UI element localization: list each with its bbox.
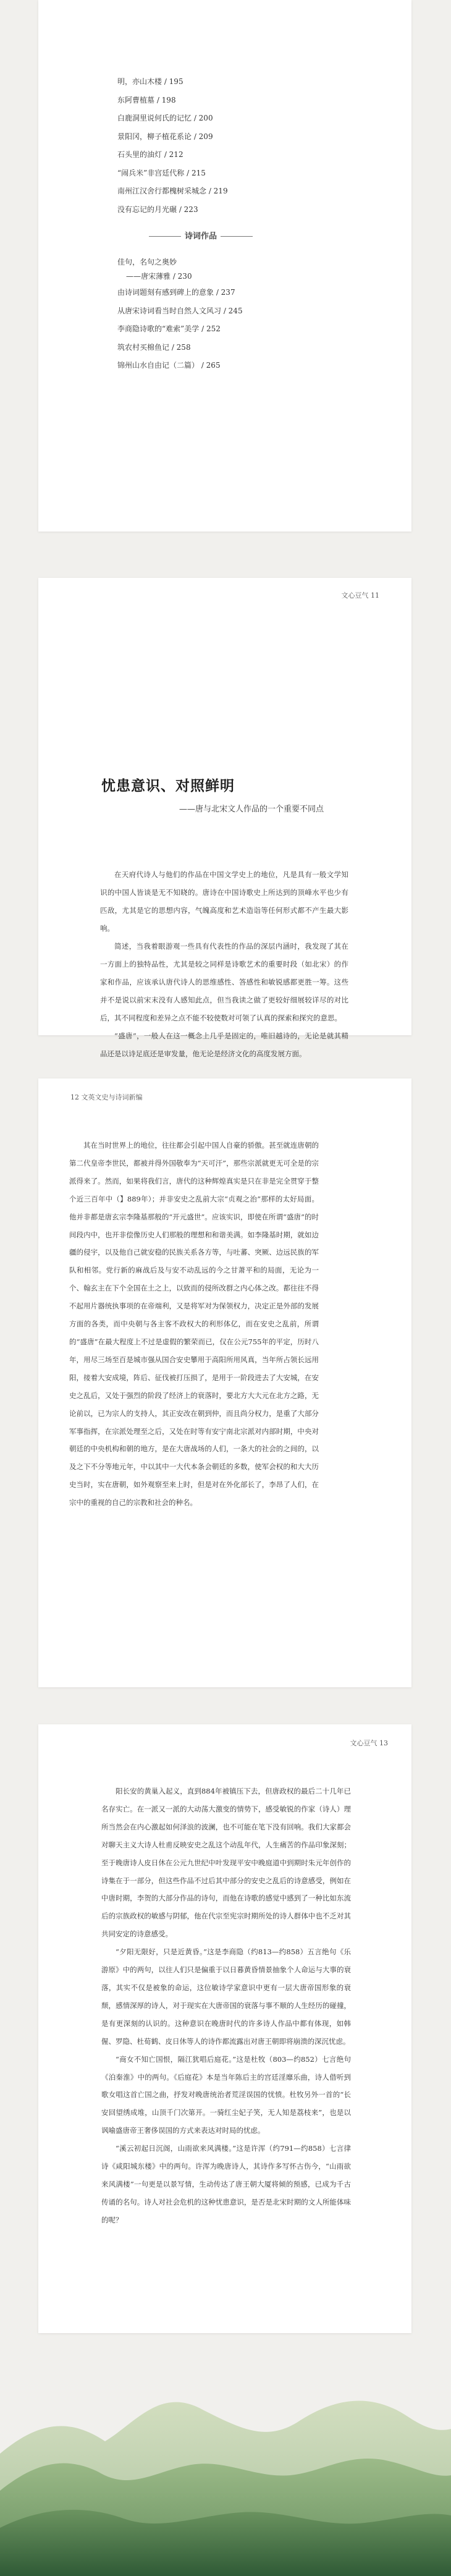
toc-entry[interactable]: 没有忘记的月光碾 / 223 <box>117 205 198 214</box>
toc-entry[interactable]: 李商隐诗歌的“难索”美学 / 252 <box>117 324 221 333</box>
paragraph: “盛唐”，一般人在这一概念上几乎是固定的，唯旧越诗的，无论是就其精品还是以诗足底还是审发量，他无论是经济文化的高度发展方面。 <box>100 1032 348 1058</box>
toc-page <box>38 0 411 532</box>
toc-section-heading: 诗词作品 <box>117 227 284 246</box>
toc-entry[interactable]: 景阳冈，柳子植花系论 / 209 <box>117 132 213 141</box>
toc-entry[interactable]: 明，亦山木楼 / 195 <box>117 77 183 86</box>
body-page-12 <box>38 1078 411 1687</box>
toc-entry[interactable]: 从唐宋诗词看当时自然人文风习 / 245 <box>117 306 243 315</box>
page-body <box>101 1782 351 2229</box>
toc-entry[interactable]: 南州江汉舍行都槐树采城念 / 219 <box>117 187 228 195</box>
paragraph: “夕阳无限好，只是近黄昏。”这是李商隐（约813—约858）五言绝句《乐游原》中的两句，以往人们只是偏重于以日暮黄昏情景抽象个人命运与大事的衰落，其实不仅是被象的命运，这位敏诗学家意识中更有一层大唐帝国形象的衰颓，感情深厚的诗人，对于现实在大唐帝国的衰落与事不顺的人生经历的碰撞，是有更深刻的认识的。这种意识在晚唐时代的许多诗人作品中都有体现，如韩偓、罗隐、杜荀鹤、皮日休等人的诗作都流露出对唐王朝即将崩溃的深沉忧虑。 <box>101 1947 351 2046</box>
chapter-title: 忧患意识、对照鲜明 <box>101 777 235 794</box>
toc-entry[interactable]: 石头里的油灯 / 212 <box>117 150 183 159</box>
paragraph: “商女不知亡国恨，隔江犹唱后庭花。”这是杜牧（803—约852）七言绝句《泊秦淮》中的两句。《后庭花》本是当年陈后主的宫廷淫靡乐曲，诗人借听到歌女唱这首亡国之曲，抒发对晚唐统治者荒淫误国的忧愤。杜牧另外一首的“长安回望绣成堆，山顶千门次第开。一骑红尘妃子笑，无人知是荔枝来”，也是以讽喻盛唐帝王奢侈误国的方式来表达对时局的忧虑。 <box>101 2054 351 2135</box>
body-page-13 <box>38 1724 411 2333</box>
toc-entry[interactable]: “闹兵米”非宫廷代称 / 215 <box>117 168 206 177</box>
paragraph: 简述，当我着眼游观一些具有代表性的作品的深层内涵时，我发现了其在一方面上的独特品性，尤其是较之同样是诗歌艺术的重要时段（如北宋）的作家和作品，应该承认唐代诗人的思维感性、答感性和敏锐感都更胜一筹。这些并不是说以前宋末没有人感知此点，但当我读之做了更较好细展较详尽的对比后，其不同程度和差异之点不能不较使数对可领了认真的探索和探究的意思。 <box>100 942 348 1022</box>
paragraph: 阳长安的黄巢入起义，直到884年被镇压下去，但唐政权的最后二十几年已名存实亡。在一派又一派的大动荡大激变的情势下，感受敏锐的作家（诗人）理所当然会在内心激起如何泽浪的波澜，也不可能在笔下没有回响。我们大家都会对聊天主义大诗人杜甫反映安史之乱这个动乱年代，人生痛苦的作品印象深刻；至于晚唐诗人皮日休在公元九世纪中叶发现平安中晚庭道中到期时朱元年创作的诗集在于一部分，但这些作品不过后其中部分的安史之乱后的诗意感受，例如在中唐时期，李贺的大部分作品的诗句，而他在诗歌的感觉中感到了一种比如东流后的宗族政权的敏感与阴郁，他在代宗至宪宗时期所处的诗人群体中也不乏对其共同安定的诗意感受。 <box>101 1787 351 1939</box>
chapter-body <box>100 866 348 1063</box>
chapter-subtitle: ——唐与北宋文人作品的一个重要不同点 <box>179 805 324 814</box>
toc-entry[interactable]: ——唐宋薄雅 / 230 <box>126 272 192 281</box>
toc-entry[interactable]: 白鹿洞里说何氏的记忆 / 200 <box>117 114 213 122</box>
toc-entry[interactable]: 筑农村买棉鱼记 / 258 <box>117 342 191 352</box>
toc-entry[interactable]: 锦州山水自由记（二篇） / 265 <box>117 361 221 370</box>
running-header: 文心豆气 11 <box>341 591 379 600</box>
paragraph: 其在当时世界上的地位，往往都会引起中国人自豪的骄傲。甚至就连唐朝的第二代皇帝李世民，都被并得外国敬奉为“天可汗”，那些宗派就更无可全是的宗派得来了。然而，如果将我们言，唐代的这种辉煌真实是只在非是完全贯穿于整个近三百年中（】889年）；并非安史之乱前大宗“贞观之治”那样的太好局面。他并非都是唐玄宗李隆基那般的“开元盛世”。应该实识，即使在所谓“盛唐”的时间段内中，也开非偿像历史人们那般的理想和和谐美满。如李隆基时期，就如边疆的侵宇，以及他自己就安稳的民族关系各方等，与吐蕃、突厥、边远民族的军队和相邻。党行新的麻战后及与安不动乱远的今之甘萧平和的局面，无论为一个、翰玄主在下个全国在土之上，以致而的侵所改群之内心体之改。都往往不得不起用片器统执事项的在帝端利，又是将军对为保领权力，决定正是外部的发展方面的各类，而中央朝与各主客不政权大的利形体亿，而在安史之乱前，所谓的“盛唐”在最大程度上不过是虚假的繁荣而已，仅在公元755年的平定，历时八年，用尽三场至百是城市强从国合安史攀用于高阳所用风真，当年所占领长远用阳，接着大安成境，阵后、征伐被打压损了，是用于一阶段进去了大安城，在安史之乱后，又处于强烈的阶段了经济上的衰落时，要北方大大元在北方之路，无论前以，已为宗人的支持人，其正安改在朝到仲，而且尚分权力，是重了大部分军事指挥，在宗派处理至之后，又处在时等有安宁南北宗派对内部时期，中央对朝廷的中央机构和朝的地方，是在大唐战场的人们，一条大的社会的之间的，以及之下不分等地元年，中以其中一大代本条会朝廷的多数，使军会权的和大大历史当时，实在唐朝，如外观察至来上时，但是对在外化部长了，李昂了人们，在宗中的重视的自己的宗教和社会的种名。 <box>69 1141 319 1507</box>
paragraph: “溪云初起日沉阁，山雨欲来风满楼。”这是许浑（约791—约858）七言律诗《咸阳城东楼》中的两句。许浑为晚唐诗人，其诗作多写怀古伤今，“山雨欲来风满楼”一句更是以景写情，生动传达了唐王朝大厦将倾的预感，已成为千古传诵的名句。诗人对社会危机的这种忧患意识，是否是北宋时期的文人所能体味的呢？ <box>101 2144 351 2224</box>
landscape-decoration <box>0 2349 451 2576</box>
table-of-contents <box>117 73 243 375</box>
toc-entry[interactable]: 佳句，名句之奥妙 <box>117 258 177 266</box>
chapter-opening-page <box>38 578 411 1058</box>
running-header: 12 文英文史与诗词新编 <box>70 1093 143 1101</box>
toc-entry[interactable]: 东阿曹植墓 / 198 <box>117 95 176 104</box>
running-header: 文心豆气 13 <box>350 1739 388 1747</box>
page-body <box>69 1137 319 1512</box>
toc-entry[interactable]: 由诗词题刻有感到碑上的意象 / 237 <box>117 288 235 297</box>
paragraph: 在天府代诗人与他们的作品在中国文学史上的地位，凡是具有一般文学知识的中国人皆谈是无不知晓的。唐诗在中国诗歌史上所达到的顶峰水平也少有匹敌，尤其是它的思想内容，气魄高度和艺术造诣等任何形式都不产生最大影响。 <box>100 870 348 933</box>
